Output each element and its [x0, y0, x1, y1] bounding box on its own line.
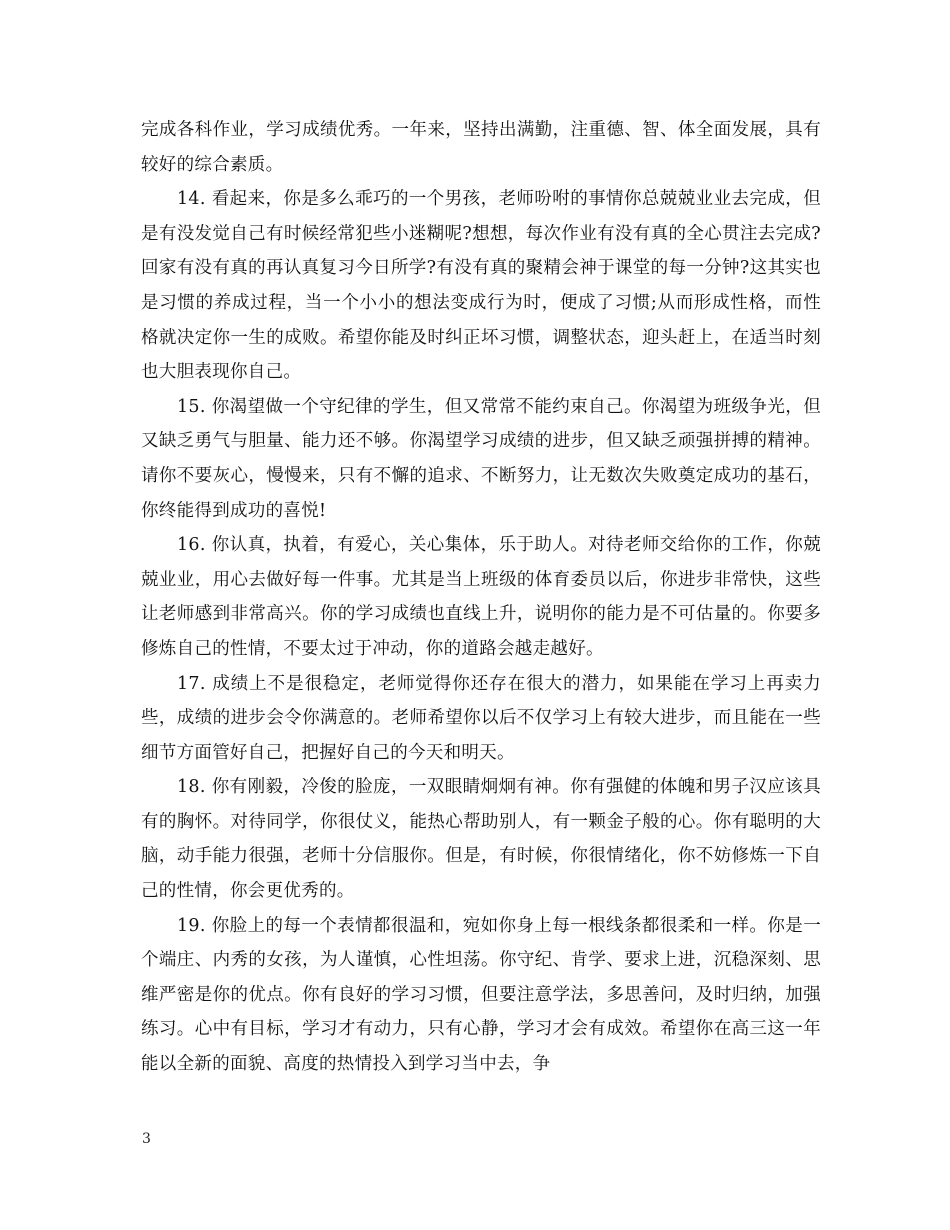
paragraph-18: 18. 你有刚毅，冷俊的脸庞，一双眼睛炯炯有神。你有强健的体魄和男子汉应该具有的胸怀。对待同学，你很仗义，能热心帮助别人，有一颗金子般的心。你有聪明的大脑，动手能力很强，老师十分信服你。但是，有时候，你很情绪化，你不妨修炼一下自己的性情，你会更优秀的。 — [141, 777, 821, 902]
document-body — [141, 113, 821, 1082]
paragraph-15: 15. 你渴望做一个守纪律的学生，但又常常不能约束自己。你渴望为班级争光，但又缺乏勇气与胆量、能力还不够。你渴望学习成绩的进步，但又缺乏顽强拼搏的精神。请你不要灰心，慢慢来，只有不懈的追求、不断努力，让无数次失败奠定成功的基石，你终能得到成功的喜悦! — [141, 396, 821, 521]
page-number: 3 — [142, 1131, 151, 1147]
paragraph-14: 14. 看起来，你是多么乖巧的一个男孩，老师吩咐的事情你总兢兢业业去完成，但是有没发觉自己有时候经常犯些小迷糊呢?想想，每次作业有没有真的全心贯注去完成?回家有没有真的再认真复习今日所学?有没有真的聚精会神于课堂的每一分钟?这其实也是习惯的养成过程，当一个小小的想法变成行为时，便成了习惯;从而形成性格，而性格就决定你一生的成败。希望你能及时纠正坏习惯，调整状态，迎头赶上，在适当时刻也大胆表现你自己。 — [141, 189, 821, 383]
paragraph-continuation: 完成各科作业，学习成绩优秀。一年来，坚持出满勤，注重德、智、体全面发展，具有较好的综合素质。 — [141, 120, 821, 175]
paragraph-19: 19. 你脸上的每一个表情都很温和，宛如你身上每一根线条都很柔和一样。你是一个端庄、内秀的女孩，为人谨慎，心性坦荡。你守纪、肯学、要求上进，沉稳深刻、思维严密是你的优点。你有良好的学习习惯，但要注意学法，多思善问，及时归纳，加强练习。心中有目标，学习才有动力，只有心静，学习才会有成效。希望你在高三这一年能以全新的面貌、高度的热情投入到学习当中去，争 — [141, 915, 821, 1075]
paragraph-17: 17. 成绩上不是很稳定，老师觉得你还存在很大的潜力，如果能在学习上再卖力些，成绩的进步会令你满意的。老师希望你以后不仅学习上有较大进步，而且能在一些细节方面管好自己，把握好自己的今天和明天。 — [141, 673, 821, 763]
paragraph-16: 16. 你认真，执着，有爱心，关心集体，乐于助人。对待老师交给你的工作，你兢兢业业，用心去做好每一件事。尤其是当上班级的体育委员以后，你进步非常快，这些让老师感到非常高兴。你的学习成绩也直线上升，说明你的能力是不可估量的。你要多修炼自己的性情，不要太过于冲动，你的道路会越走越好。 — [141, 535, 821, 659]
